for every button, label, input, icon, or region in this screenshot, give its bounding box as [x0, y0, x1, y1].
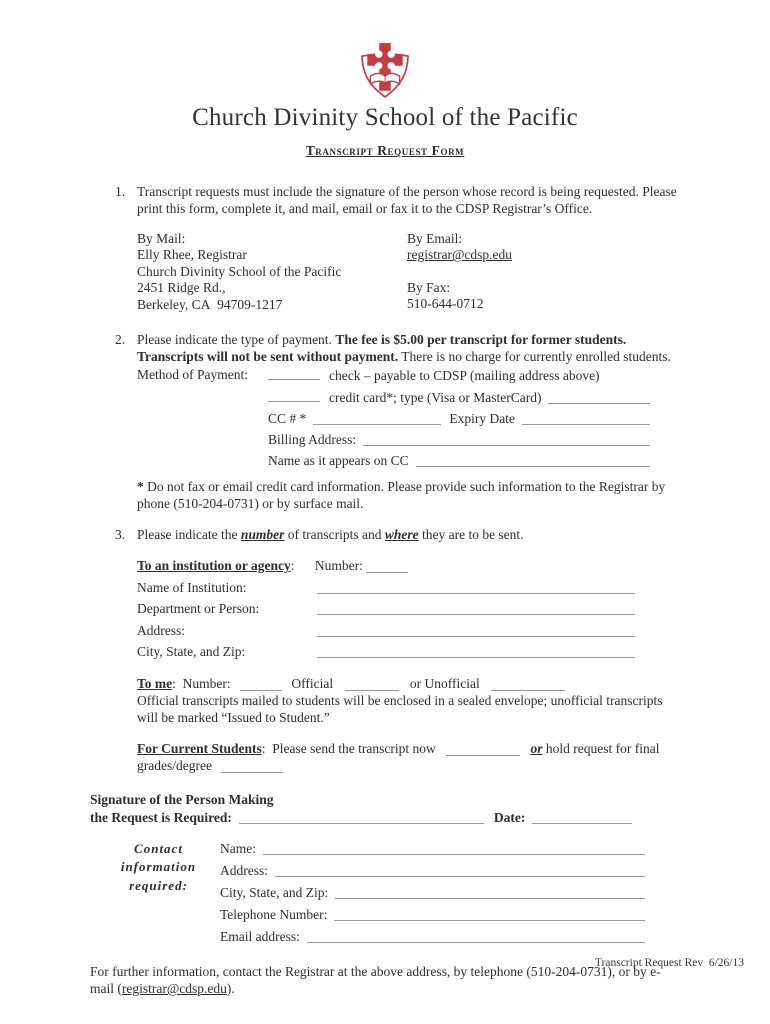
cdsp-shield-logo	[354, 40, 416, 100]
signature-section	[90, 791, 680, 826]
payment-instruction: Please indicate the type of payment.	[137, 332, 336, 348]
institution-section-heading: To an institution or agency	[137, 558, 291, 574]
note-asterisk: *	[137, 479, 148, 495]
cc-number-label: CC # *	[268, 411, 307, 427]
signature-label-line2: the Request is Required:	[90, 809, 232, 825]
contact-row: City, State, and Zip:	[220, 884, 645, 901]
method-of-payment-label: Method of Payment:	[137, 367, 248, 383]
instruction-item-1	[90, 183, 680, 313]
fee-notice: The fee is $5.00 per transcript for former students. Transcripts will not be sent without payment.	[137, 332, 627, 365]
date-label: Date:	[493, 809, 526, 825]
send-now-blank	[446, 742, 520, 756]
institution-row: City, State, and Zip:	[137, 643, 635, 660]
city-state-zip-blank	[317, 645, 635, 658]
contact-address-blank	[275, 864, 645, 877]
unofficial-label: or Unofficial	[409, 676, 480, 692]
institution-row: Department or Person:	[137, 600, 635, 617]
institution-number-blank	[366, 559, 408, 573]
payment-method-section	[137, 366, 680, 473]
official-label: Official	[291, 676, 334, 692]
number-word-emphasis: number	[240, 527, 285, 543]
check-option-blank	[268, 366, 320, 380]
current-students-heading: For Current Students	[137, 741, 262, 757]
institution-row: Name of Institution:	[137, 579, 635, 596]
contact-email-blank	[307, 930, 645, 943]
to-me-section: To me: Number: Official or Unofficial Official transcripts mailed to students will be enclosed in a sealed envelope; unofficial transcripts will be marked “Issued to Student.”	[137, 675, 680, 726]
instruction-item-3: 3. Please indicate the number of transcripts and where they are to be sent. To an institution or agency: Number: Name of Institution: Department or Person: Address: City, State, and Zip: To me: Number: Official or Unofficial Official transcripts mailed to students will be enclosed in a sealed envelope; unofficial transcripts will be marked “Issued to Student.” For Current Students: Please send the transcript now or hold request for final grades/degree	[90, 526, 680, 774]
signature-label-line1: Signature of the Person Making	[90, 792, 274, 808]
contact-information-section	[97, 840, 680, 950]
current-students-section: For Current Students: Please send the transcript now or hold request for final grades/degree	[137, 741, 660, 774]
address-blank	[317, 624, 635, 637]
institution-name-blank	[317, 581, 635, 594]
institution-section: To an institution or agency: Number: Name of Institution: Department or Person: Address: City, State, and Zip:	[137, 557, 680, 660]
sealed-envelope-note: Official transcripts mailed to students will be enclosed in a sealed envelope; unofficial transcripts will be marked “Issued to Student.”	[137, 693, 663, 726]
hold-request-blank	[221, 759, 283, 773]
institution-number-label: Number:	[314, 558, 363, 574]
contact-row: Address:	[220, 862, 645, 879]
contact-telephone-blank	[334, 908, 645, 921]
form-title: Transcript Request Form	[305, 142, 465, 158]
unofficial-blank	[491, 677, 565, 691]
contact-row: Name:	[220, 840, 645, 857]
official-blank	[345, 677, 399, 691]
transcript-count-instruction: Please indicate the	[137, 527, 241, 543]
school-title: Church Divinity School of the Pacific	[192, 104, 578, 131]
fax-number: 510-644-0712	[407, 296, 484, 312]
header-logo-area	[90, 40, 680, 100]
expiry-date-blank	[522, 412, 650, 425]
name-on-cc-blank	[416, 454, 650, 467]
contact-name-blank	[263, 842, 645, 855]
mail-address-line: Elly Rhee, Registrar	[137, 247, 247, 263]
registrar-contact-columns	[137, 231, 680, 313]
item-1-text: Transcript requests must include the signature of the person whose record is being requested. Please print this form, complete it, and mail, email or fax it to the CDSP Registrar’s Office.	[137, 183, 677, 216]
contact-row: Email address:	[220, 928, 645, 945]
contact-row: Telephone Number:	[220, 906, 645, 923]
by-email-label: By Email:	[407, 230, 463, 246]
registrar-email-link[interactable]: registrar@cdsp.edu	[407, 247, 513, 263]
department-blank	[317, 602, 635, 615]
billing-address-blank	[363, 433, 650, 446]
date-blank	[532, 811, 632, 824]
mail-address-line: 2451 Ridge Rd.,	[137, 280, 226, 296]
where-word-emphasis: where	[384, 527, 419, 543]
item-2-number: 2.	[115, 332, 126, 348]
institution-row: Address:	[137, 622, 635, 639]
contact-city-state-zip-blank	[335, 886, 645, 899]
card-type-blank	[548, 391, 650, 404]
credit-card-note: * Do not fax or email credit card information. Please provide such information to the Registrar by phone (510-204-0731) or by surface mail.	[137, 479, 666, 512]
to-me-heading: To me	[137, 676, 173, 692]
expiry-date-label: Expiry Date	[449, 411, 515, 427]
billing-address-label: Billing Address:	[268, 432, 357, 448]
item-3-number: 3.	[115, 527, 126, 543]
by-mail-label: By Mail:	[137, 230, 186, 246]
revision-label: Transcript Request Rev 6/26/13	[594, 957, 744, 969]
signature-blank	[239, 811, 484, 824]
or-word-emphasis: or	[530, 741, 543, 757]
no-charge-note: There is no charge for currently enrolled students.	[398, 349, 671, 365]
footer-email-link[interactable]: registrar@cdsp.edu	[121, 981, 227, 997]
name-on-cc-label: Name as it appears on CC	[268, 453, 409, 469]
mail-address-line: Berkeley, CA 94709-1217	[137, 296, 283, 312]
cc-number-blank	[313, 412, 441, 425]
check-option-label: check – payable to CDSP (mailing address above)	[329, 368, 600, 384]
to-me-number-blank	[240, 677, 282, 691]
contact-side-label: Contact information required:	[120, 841, 197, 893]
mail-address-line: Church Divinity School of the Pacific	[137, 263, 342, 279]
item-1-number: 1.	[115, 183, 126, 199]
by-fax-label: By Fax:	[407, 279, 451, 295]
footer-note: For further information, contact the Registrar at the above address, by telephone (510-204-0731), or by e-mail (registrar@cdsp.edu).	[90, 964, 661, 997]
credit-card-option-blank	[268, 388, 320, 402]
instruction-item-2	[90, 331, 680, 512]
credit-card-option-label: credit card*; type (Visa or MasterCard)	[329, 390, 542, 406]
